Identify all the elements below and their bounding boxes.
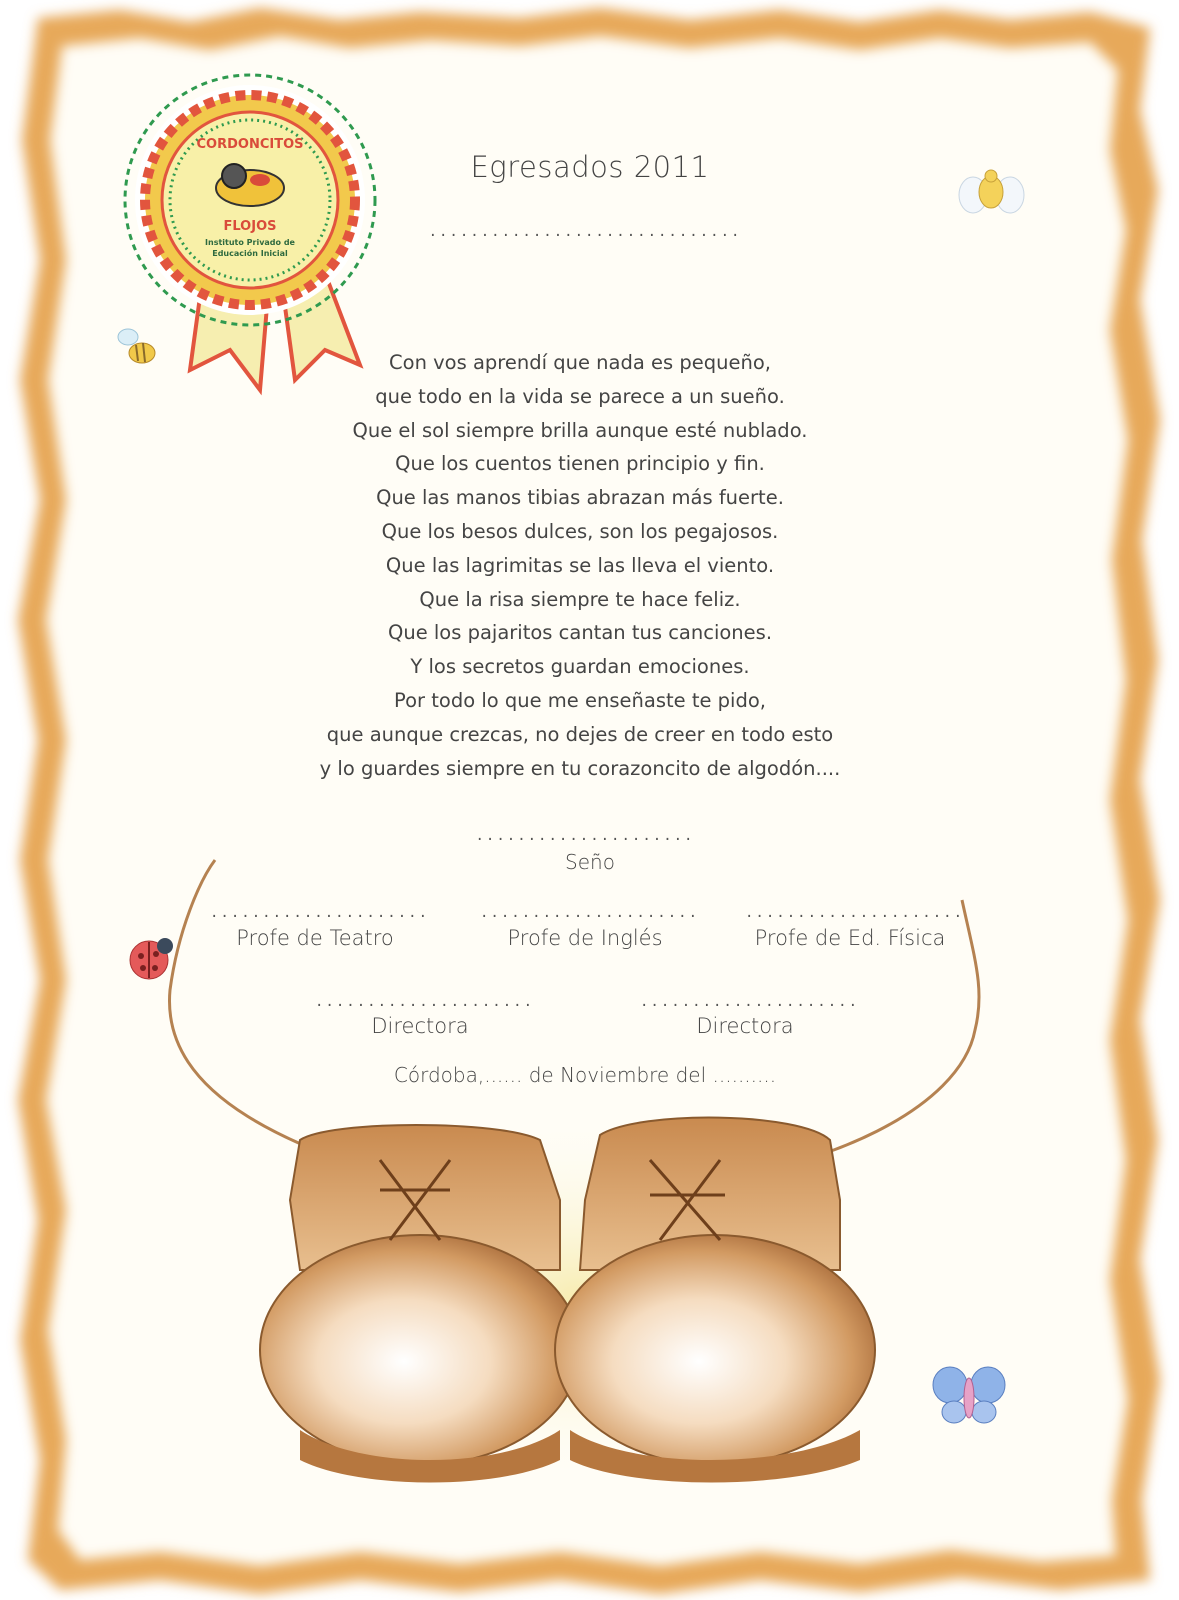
logo-subtitle-line-2: Educación Inicial [212, 249, 288, 258]
poem-line: Que la risa siempre te hace feliz. [419, 587, 741, 611]
poem-line: que todo en la vida se parece a un sueño. [375, 384, 785, 408]
signature-label-fisica: Profe de Ed. Física [754, 926, 946, 950]
date-line: Córdoba,...... de Noviembre del .......... [393, 1063, 777, 1087]
poem-line: que aunque crezcas, no dejes de creer en todo esto [326, 722, 834, 746]
signature-line-ingles: ..................... [480, 905, 700, 921]
signature-line-teatro: ..................... [210, 905, 430, 921]
bee-icon [955, 160, 1030, 230]
signature-label-directora-1: Directora [371, 1014, 469, 1038]
name-blank-line: .............................. [428, 224, 742, 240]
signature-label-seno: Seño [565, 850, 615, 874]
bee-icon [112, 325, 162, 370]
logo-subtitle-line-1: Instituto Privado de [205, 238, 295, 247]
right-boot [555, 1118, 875, 1483]
ladybug-icon [125, 928, 180, 983]
poem [240, 346, 920, 785]
signature-line-directora-1: ..................... [315, 994, 535, 1010]
poem-line: Y los secretos guardan emociones. [410, 655, 750, 679]
poem-line: Por todo lo que me enseñaste te pido, [394, 688, 766, 712]
logo-name-line-1: CORDONCITOS [196, 137, 304, 152]
poem-line: Que el sol siempre brilla aunque esté nublado. [352, 418, 808, 442]
poem-line: Que las lagrimitas se las lleva el viento. [385, 553, 775, 577]
signature-line-seno: ..................... [475, 828, 695, 844]
signature-label-ingles: Profe de Inglés [507, 926, 663, 950]
signature-label-teatro: Profe de Teatro [236, 926, 394, 950]
poem-line: Que los cuentos tienen principio y fin. [395, 452, 765, 476]
poem-line: Con vos aprendí que nada es pequeño, [389, 351, 771, 374]
document-title: Egresados 2011 [470, 150, 710, 184]
left-boot [260, 1125, 580, 1483]
signature-label-directora-2: Directora [696, 1014, 794, 1038]
poem-line: Que los pajaritos cantan tus canciones. [387, 621, 773, 645]
poem-line: Que las manos tibias abrazan más fuerte. [376, 486, 784, 510]
poem-line: y lo guardes siempre en tu corazoncito de algodón.... [319, 756, 841, 780]
logo-name-line-2: FLOJOS [223, 219, 277, 234]
butterfly-icon [930, 1360, 1010, 1430]
poem-line: Que los besos dulces, son los pegajosos. [381, 519, 779, 543]
signature-line-directora-2: ..................... [640, 994, 860, 1010]
signature-line-fisica: ..................... [745, 905, 965, 921]
